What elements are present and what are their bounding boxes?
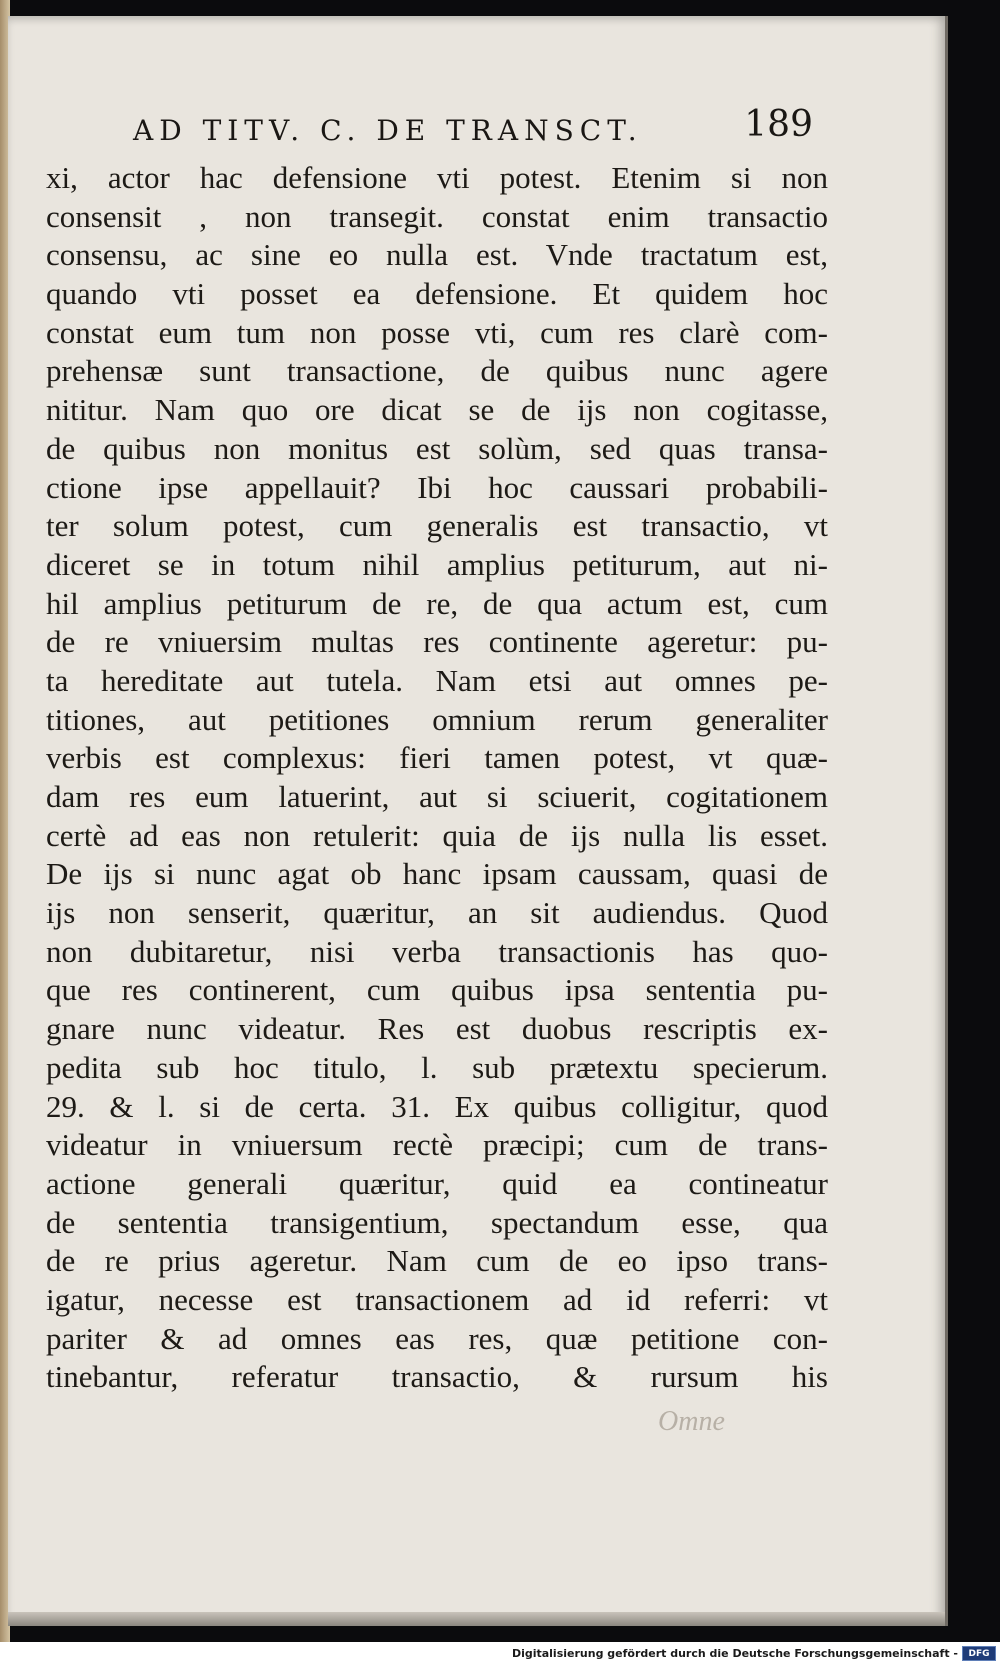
text-line: non dubitaretur, nisi verba transactionis has quo- xyxy=(46,933,828,969)
text-line: videatur in vniuersum rectè præcipi; cum de trans- xyxy=(46,1127,828,1163)
text-line: nititur. Nam quo ore dicat se de ijs non cogitasse, xyxy=(46,392,828,428)
text-line: ctione ipse appellauit? Ibi hoc caussari probabili- xyxy=(46,469,828,505)
text-line: 29. & l. si de certa. 31. Ex quibus colligitur, quod xyxy=(46,1088,828,1124)
text-line: consensu, ac sine eo nulla est. Vnde tractatum est, xyxy=(46,237,828,273)
text-line: pariter & ad omnes eas res, quæ petitione con- xyxy=(46,1320,828,1356)
text-line: certè ad eas non retulerit: quia de ijs nulla lis esset. xyxy=(46,817,828,853)
text-line: diceret se in totum nihil amplius petiturum, aut ni- xyxy=(46,546,828,582)
text-line: de sententia transigentium, spectandum esse, qua xyxy=(46,1204,828,1240)
book-page xyxy=(8,16,948,1626)
page-number: 189 xyxy=(744,104,813,145)
text-line: tinebantur, referatur transactio, & rursum his xyxy=(46,1359,828,1395)
text-line: consensit , non transegit. constat enim transactio xyxy=(46,198,828,234)
digitization-credit: Digitalisierung gefördert durch die Deutsche Forschungsgemeinschaft - xyxy=(511,1647,958,1660)
text-line: ta hereditate aut tutela. Nam etsi aut omnes pe- xyxy=(46,662,828,698)
text-line: ter solum potest, cum generalis est transactio, vt xyxy=(46,508,828,544)
text-line: de quibus non monitus est solùm, sed quas transa- xyxy=(46,430,828,466)
running-head: AD TITV. C. DE TRANSCT. xyxy=(133,114,643,147)
text-line: de re prius ageretur. Nam cum de eo ipso trans- xyxy=(46,1243,828,1279)
text-line: prehensæ sunt transactione, de quibus nunc agere xyxy=(46,353,828,389)
text-line: hil amplius petiturum de re, de qua actum est, cum xyxy=(46,585,828,621)
page-header xyxy=(133,104,813,152)
text-line: actione generali quæritur, quid ea contineatur xyxy=(46,1165,828,1201)
dfg-logo-icon: DFG xyxy=(962,1646,996,1661)
text-block xyxy=(46,159,828,1397)
text-line: De ijs si nunc agat ob hanc ipsam caussam, quasi de xyxy=(46,856,828,892)
text-line: igatur, necesse est transactionem ad id referri: vt xyxy=(46,1281,828,1317)
catchword: Omne xyxy=(658,1406,725,1437)
footer-bar xyxy=(0,1642,1000,1666)
text-line: ijs non senserit, quæritur, an sit audiendus. Quod xyxy=(46,895,828,931)
text-line: xi, actor hac defensione vti potest. Etenim si non xyxy=(46,160,828,195)
text-line: gnare nunc videatur. Res est duobus rescriptis ex- xyxy=(46,1011,828,1047)
text-line: verbis est complexus: fieri tamen potest, vt quæ- xyxy=(46,740,828,776)
text-line: dam res eum latuerint, aut si sciuerit, cogitationem xyxy=(46,779,828,814)
text-line: pedita sub hoc titulo, l. sub prætextu specierum. xyxy=(46,1049,828,1085)
text-line: titiones, aut petitiones omnium rerum generaliter xyxy=(46,701,828,737)
page-bottom-edge xyxy=(8,1612,945,1626)
text-line: que res continerent, cum quibus ipsa sententia pu- xyxy=(46,972,828,1008)
text-line: de re vniuersim multas res continente ageretur: pu- xyxy=(46,624,828,660)
text-line: constat eum tum non posse vti, cum res clarè com- xyxy=(46,314,828,350)
text-line: quando vti posset ea defensione. Et quidem hoc xyxy=(46,276,828,312)
